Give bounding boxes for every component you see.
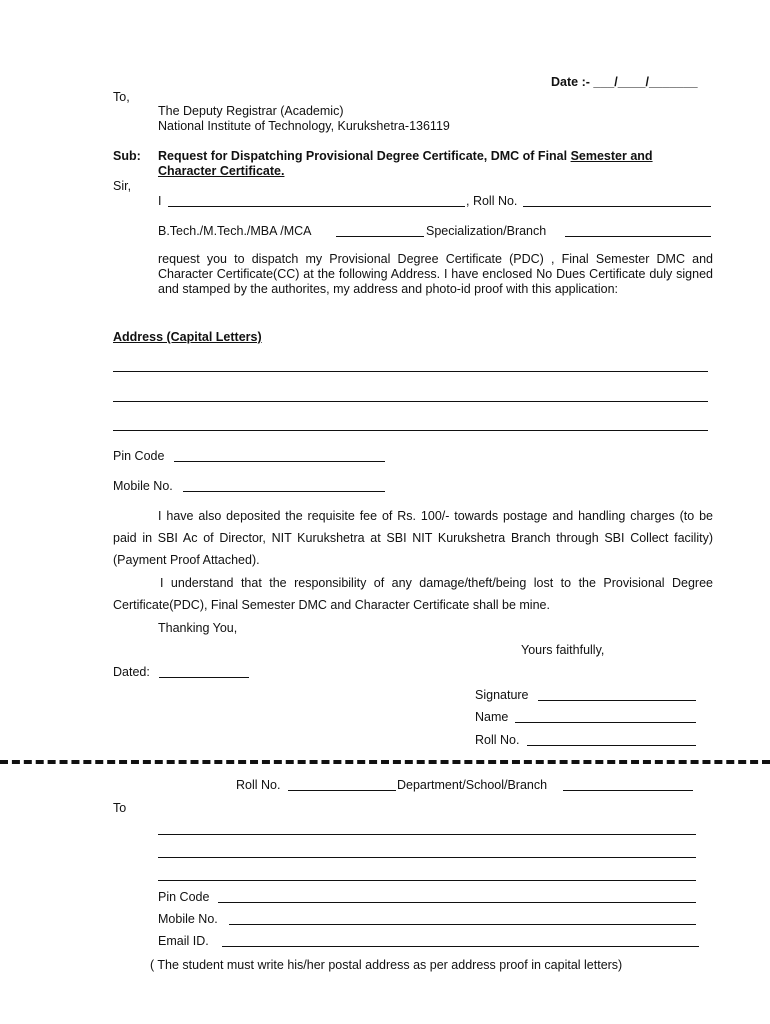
slip-pin-field[interactable] — [218, 902, 696, 903]
body-paragraph: request you to dispatch my Provisional Degree Certificate (PDC) , Final Semester DMC and Character Certificate(CC) at the following Address. I have enclosed No Dues Certificate duly signed and stamped by the authorites, my address and photo-id proof with this application: — [158, 252, 713, 296]
sign-roll-field[interactable] — [527, 745, 696, 746]
slip-pin-label: Pin Code — [158, 890, 210, 904]
slip-dept-field[interactable] — [563, 790, 693, 791]
cut-line-divider — [0, 760, 770, 764]
slip-dept-label: Department/School/Branch — [397, 778, 548, 792]
programme-field[interactable] — [336, 236, 424, 237]
slip-note: ( The student must write his/her postal address as per address proof in capital letters) — [150, 958, 623, 972]
fee-paragraph: I have also deposited the requisite fee of Rs. 100/- towards postage and handling charges (to be paid in SBI Ac of Director, NIT Kurukshetra at SBI NIT Kurukshetra Branch through SBI Collect facility) (Payment Proof Attached). — [113, 509, 713, 567]
recipient-line1: The Deputy Registrar (Academic) — [158, 104, 344, 118]
slip-to-label: To — [113, 801, 127, 815]
subject-text-part2: Semester and — [570, 149, 653, 163]
address-line-3[interactable] — [113, 430, 708, 431]
address-line-2[interactable] — [113, 401, 708, 402]
signature-label: Signature — [475, 688, 529, 702]
slip-roll-label: Roll No. — [236, 778, 281, 792]
subject-text-part1: Request for Dispatching Provisional Degree Certificate, DMC of Final — [158, 149, 571, 163]
subject-label: Sub: — [113, 149, 141, 163]
slip-address-line-3[interactable] — [158, 880, 696, 881]
slip-address-line-1[interactable] — [158, 834, 696, 835]
roll-label: , Roll No. — [466, 194, 518, 208]
salutation: Sir, — [113, 179, 132, 193]
slip-email-field[interactable] — [222, 946, 699, 947]
specialization-label: Specialization/Branch — [426, 224, 547, 238]
address-heading: Address (Capital Letters) — [113, 330, 262, 344]
slip-roll-field[interactable] — [288, 790, 396, 791]
thanking-text: Thanking You, — [158, 621, 238, 635]
specialization-field[interactable] — [565, 236, 711, 237]
slip-mobile-label: Mobile No. — [158, 912, 218, 926]
dated-label: Dated: — [113, 665, 150, 679]
programme-label: B.Tech./M.Tech./MBA /MCA — [158, 224, 312, 238]
slip-mobile-field[interactable] — [229, 924, 696, 925]
to-label: To, — [113, 90, 130, 104]
name-field[interactable] — [168, 206, 465, 207]
mobile-field[interactable] — [183, 491, 385, 492]
sign-roll-label: Roll No. — [475, 733, 520, 747]
mobile-label: Mobile No. — [113, 479, 173, 493]
recipient-line2: National Institute of Technology, Kurukshetra-136119 — [158, 119, 450, 133]
subject-text — [158, 149, 653, 163]
responsibility-paragraph: I understand that the responsibility of any damage/theft/being lost to the Provisional Degree Certificate(PDC), Final Semester DMC and Character Certificate shall be mine. — [113, 576, 713, 612]
date-label: Date :- ___/____/_______ — [551, 75, 698, 89]
pin-field[interactable] — [174, 461, 385, 462]
yours-faithfully: Yours faithfully, — [521, 643, 605, 657]
signature-field[interactable] — [538, 700, 696, 701]
pin-label: Pin Code — [113, 449, 165, 463]
address-line-1[interactable] — [113, 371, 708, 372]
i-label: I — [158, 194, 162, 208]
roll-field[interactable] — [523, 206, 711, 207]
slip-address-line-2[interactable] — [158, 857, 696, 858]
name-label: Name — [475, 710, 509, 724]
dated-field[interactable] — [159, 677, 249, 678]
subject-text-line2: Character Certificate. — [158, 164, 285, 178]
name-sign-field[interactable] — [515, 722, 696, 723]
slip-email-label: Email ID. — [158, 934, 209, 948]
